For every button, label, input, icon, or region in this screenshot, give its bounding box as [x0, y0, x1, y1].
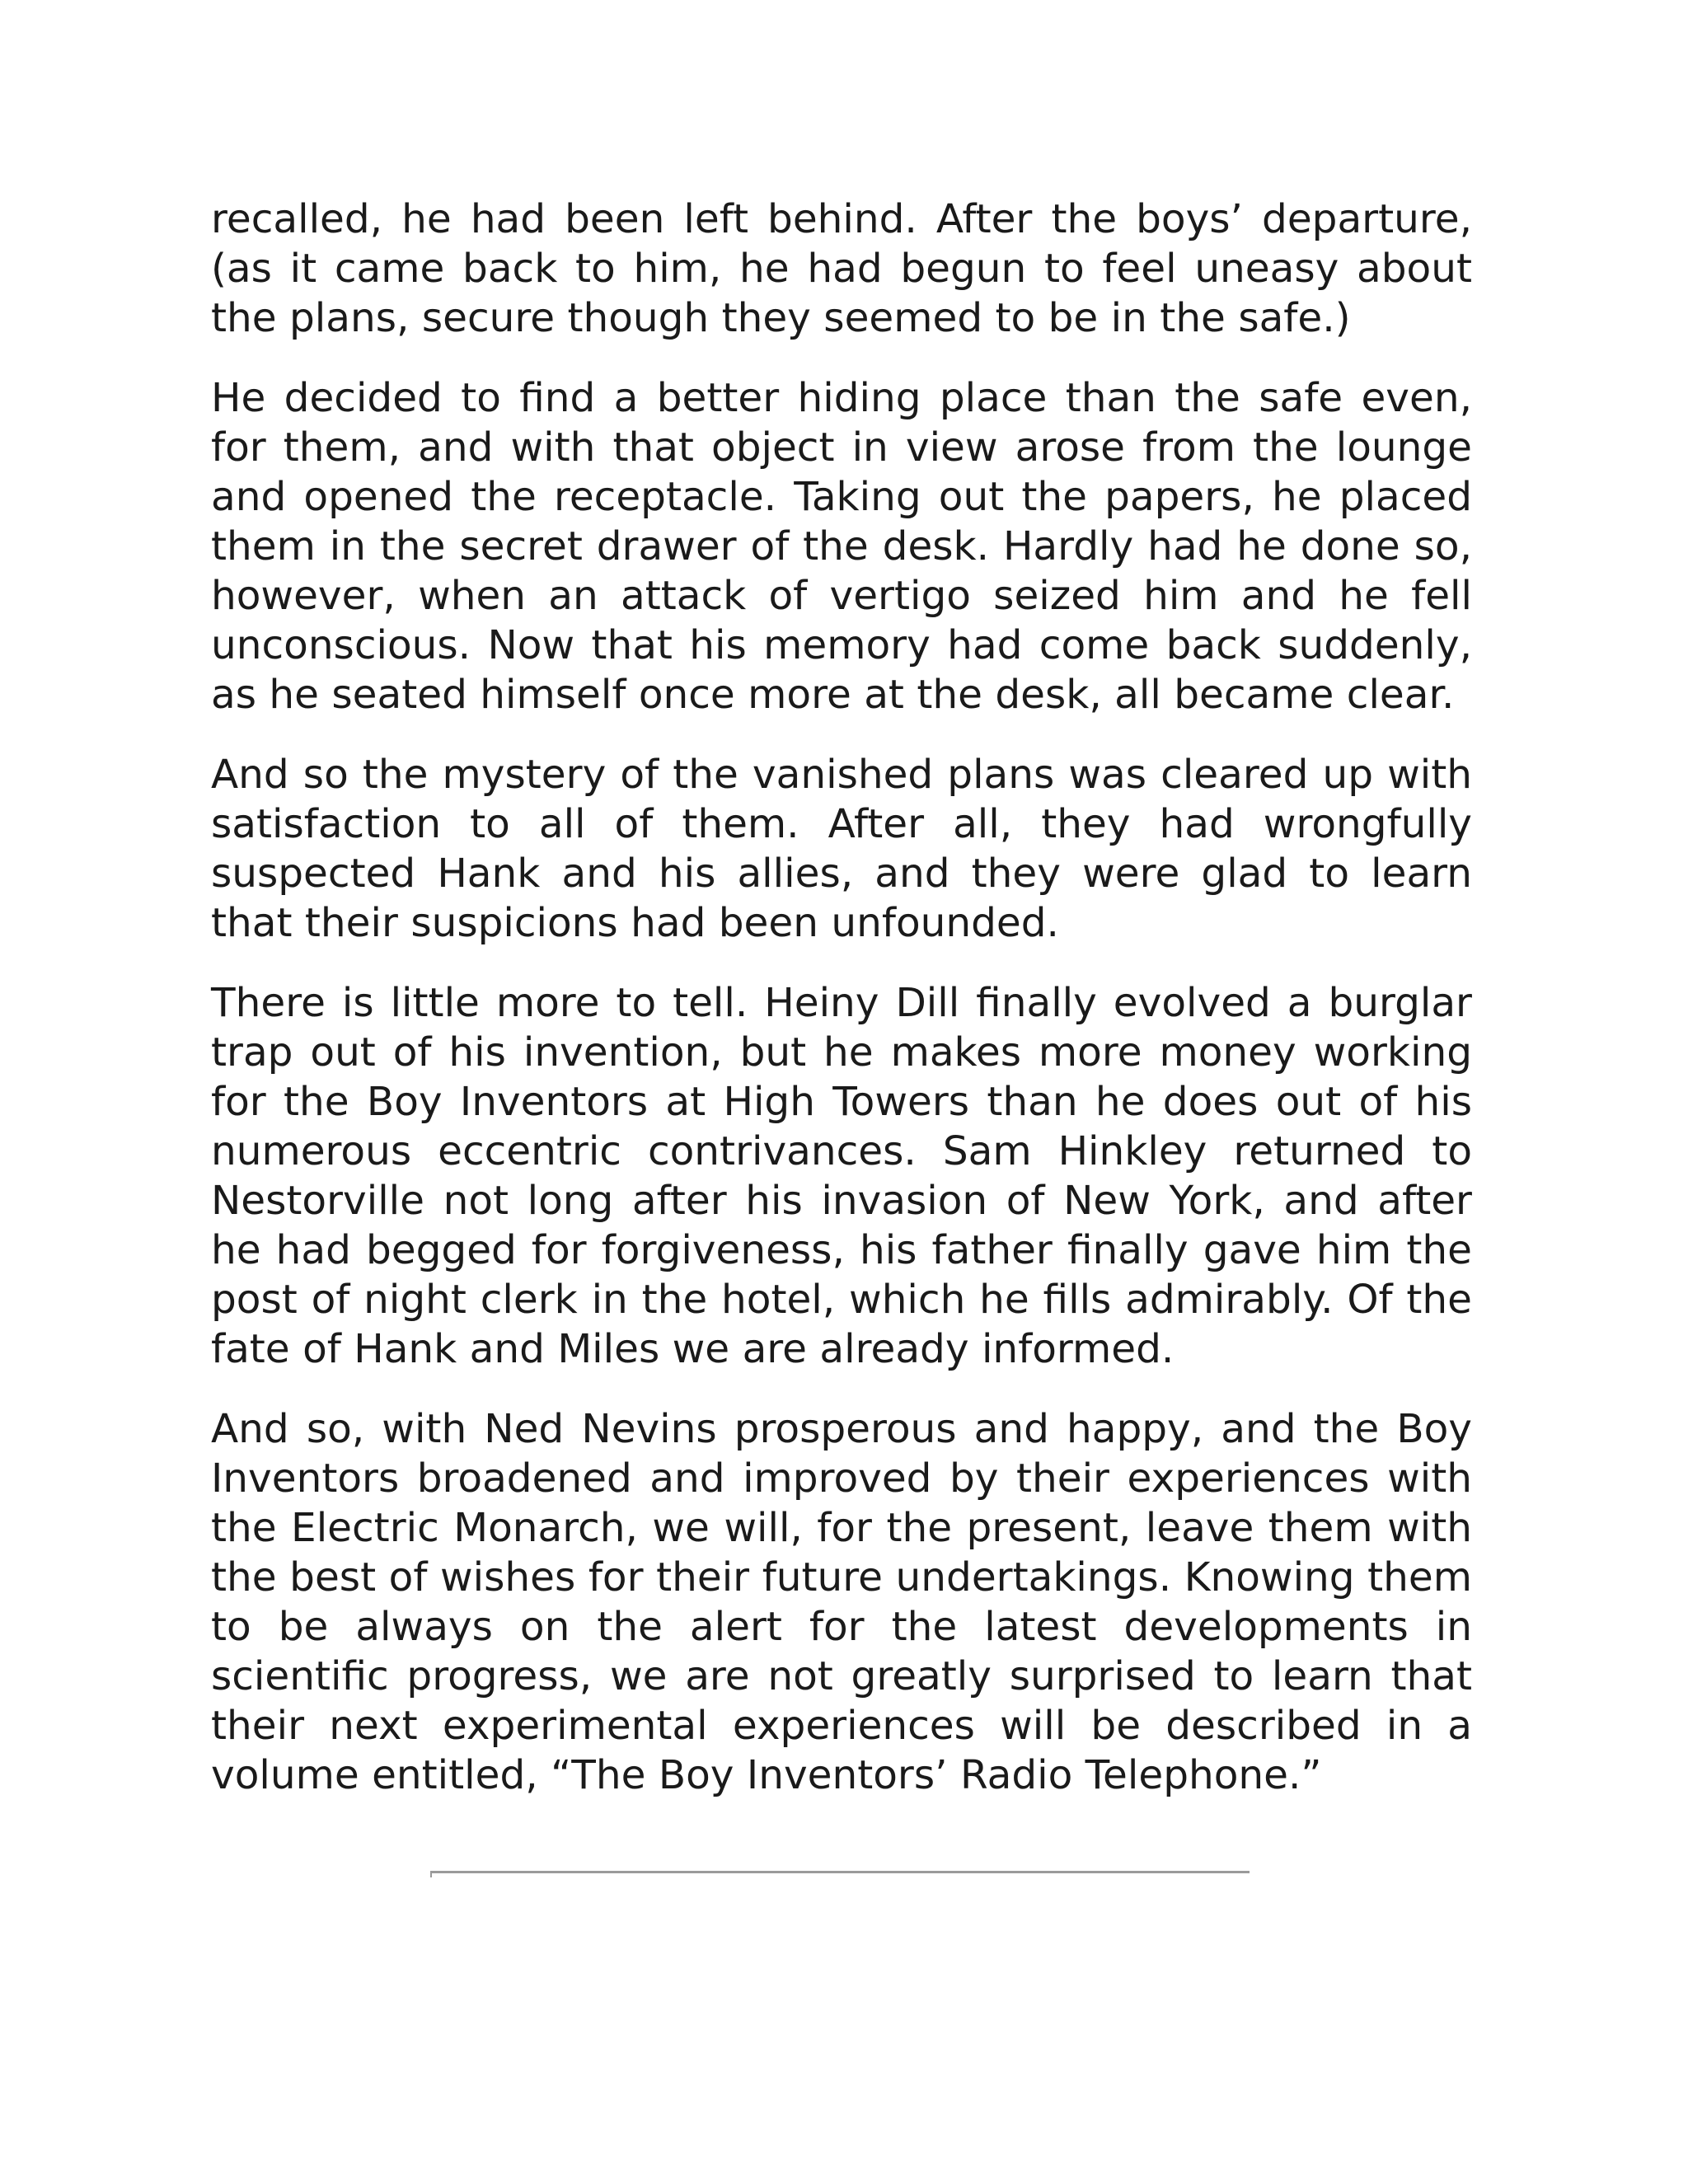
paragraph-1: recalled, he had been left behind. After the boys’ departure, (as it came back to him, he had begun to feel uneasy about the plans, secure though they seemed to be in the safe.): [211, 196, 1472, 341]
paragraph-3: And so the mystery of the vanished plans was cleared up with satisfaction to all of them. After all, they had wrongfully suspected Hank and his allies, and they were glad to learn that their suspicions had been unfounded.: [211, 752, 1472, 946]
paragraph-5: And so, with Ned Nevins prosperous and happy, and the Boy Inventors broadened and improved by their experiences with the Electric Monarch, we will, for the present, leave them with the best of wishes for their future undertakings. Knowing them to be always on the alert for the latest developments in scientific progress, we are not greatly surprised to learn that their next experimental experiences will be described in a volume entitled, “The Boy Inventors’ Radio Telephone.”: [211, 1406, 1472, 1798]
paragraph-2: He decided to find a better hiding place than the safe even, for them, and with that object in view arose from the lounge and opened the receptacle. Taking out the papers, he placed them in the secret drawer of the desk. Hardly had he done so, however, when an attack of vertigo seized him and he fell unconscious. Now that his memory had come back suddenly, as he seated himself once more at the desk, all became clear.: [211, 375, 1472, 718]
section-divider: [430, 1871, 1250, 1873]
body-text: [211, 194, 1472, 1830]
paragraph-4: There is little more to tell. Heiny Dill finally evolved a burglar trap out of his invention, but he makes more money working for the Boy Inventors at High Towers than he does out of his numerous eccentric contrivances. Sam Hinkley returned to Nestorville not long after his invasion of New York, and after he had begged for forgiveness, his father finally gave him the post of night clerk in the hotel, which he fills admirably. Of the fate of Hank and Miles we are already informed.: [211, 980, 1472, 1372]
